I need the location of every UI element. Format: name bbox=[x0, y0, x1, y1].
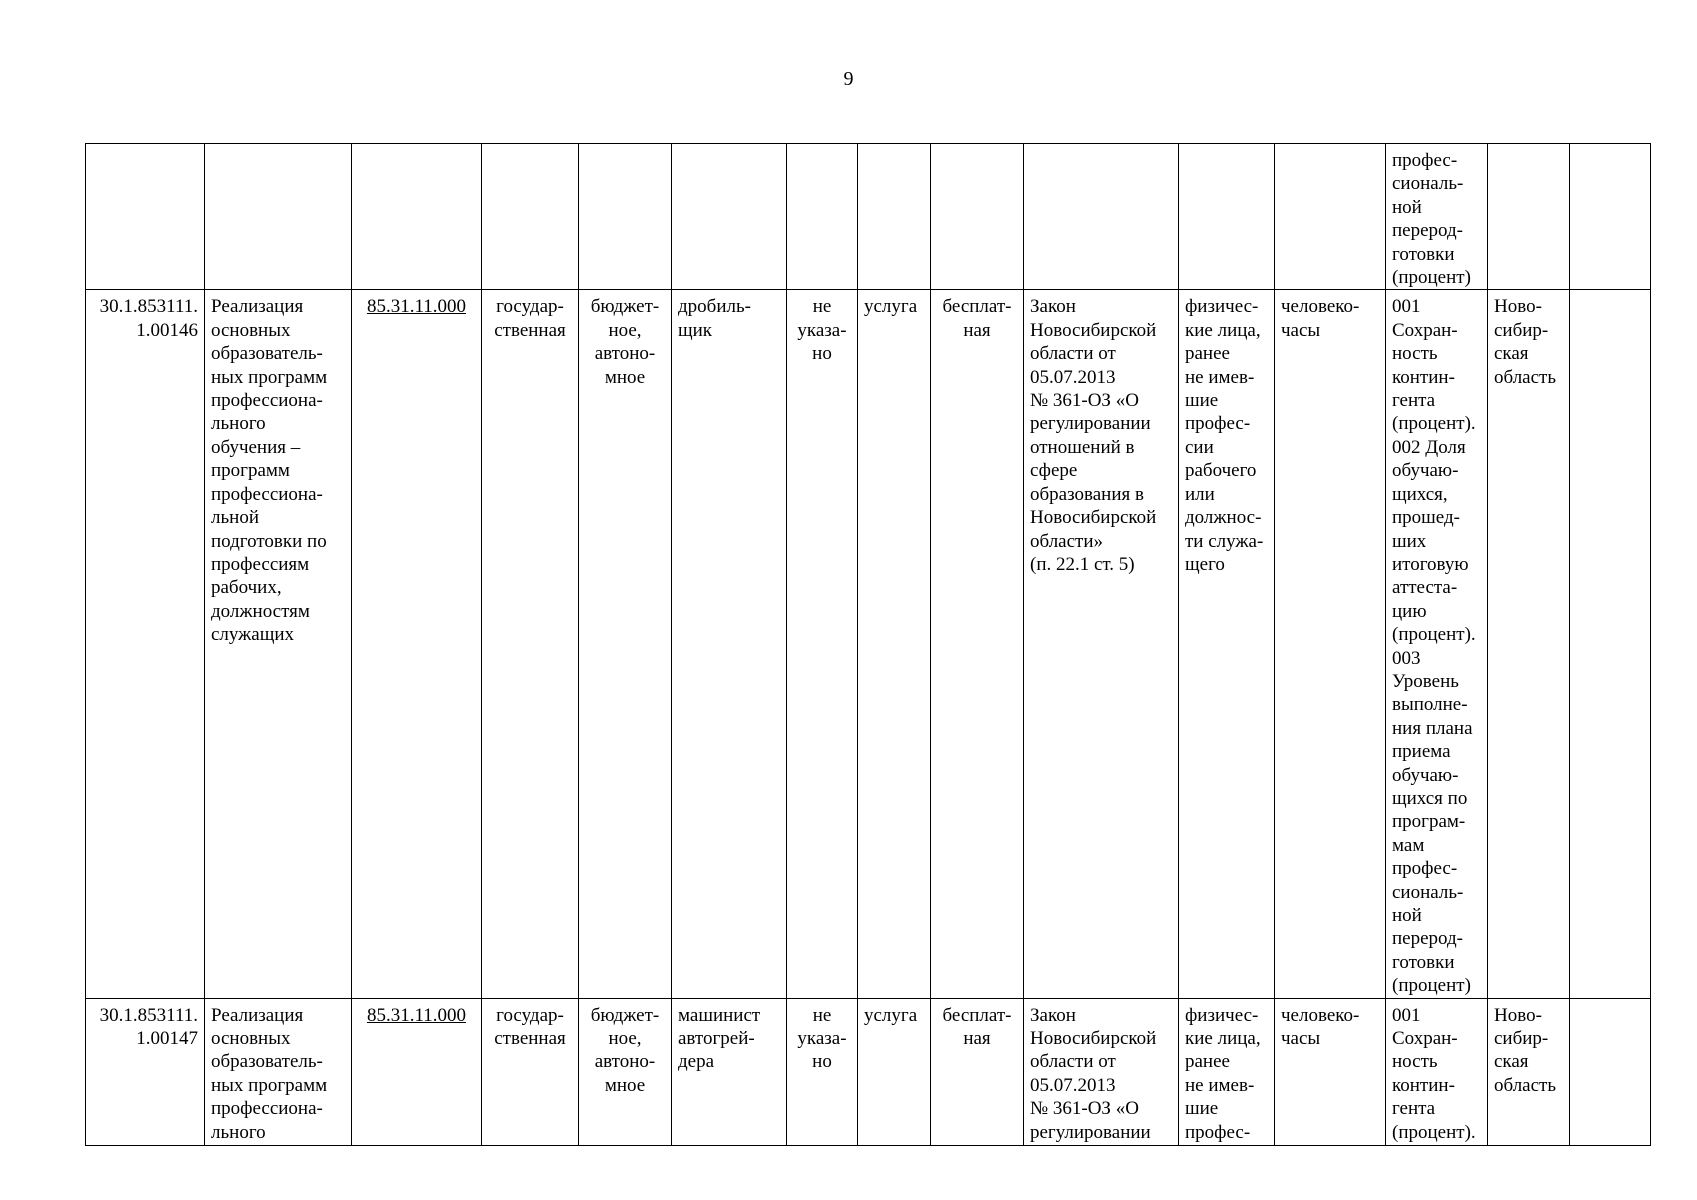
cell-legal-basis: Закон Новосибирской области от 05.07.2013 № 361-ОЗ «О регулировании отношений в сфере образования в Новосибирской области» (п. 22.1 ст. 5) bbox=[1024, 290, 1179, 998]
cell-volume-unit: человеко- часы bbox=[1275, 290, 1386, 998]
okpd-code-link: 85.31.11.000 bbox=[366, 1004, 467, 1026]
cell-volume-unit: человеко- часы bbox=[1275, 998, 1386, 1145]
okpd-code-link: 85.31.11.000 bbox=[366, 296, 467, 318]
cell-institution-type bbox=[482, 144, 579, 290]
cell-registry-number: 30.1.853111. 1.00146 bbox=[86, 290, 205, 998]
cell-institution-kind: бюджет- ное, автоно- мное bbox=[579, 998, 672, 1145]
cell-registry-number bbox=[86, 144, 205, 290]
cell-notes bbox=[1570, 290, 1651, 998]
cell-volume-unit bbox=[1275, 144, 1386, 290]
cell-territory: Ново- сибир- ская область bbox=[1488, 998, 1570, 1145]
cell-institution-type: государ- ственная bbox=[482, 290, 579, 998]
cell-specified: не указа- но bbox=[787, 998, 858, 1145]
cell-okpd-code bbox=[352, 144, 482, 290]
cell-institution-kind: бюджет- ное, автоно- мное bbox=[579, 290, 672, 998]
cell-specified bbox=[787, 144, 858, 290]
cell-payment bbox=[931, 144, 1024, 290]
cell-legal-basis: Закон Новосибирской области от 05.07.2013 № 361-ОЗ «О регулировании bbox=[1024, 998, 1179, 1145]
registry-table bbox=[85, 143, 1651, 1146]
cell-institution-type: государ- ственная bbox=[482, 998, 579, 1145]
cell-service-name: Реализация основных образователь- ных программ профессиона- льного обучения – программ профессиона- льной подготовки по профессиям рабочих, должностям служащих bbox=[205, 290, 352, 998]
cell-legal-basis bbox=[1024, 144, 1179, 290]
cell-consumers: физичес- кие лица, ранее не имев- шие профес- bbox=[1179, 998, 1275, 1145]
cell-okpd-code bbox=[352, 998, 482, 1145]
cell-quality-indicators: 001 Сохран- ность контин- гента (процент). bbox=[1386, 998, 1488, 1145]
cell-territory bbox=[1488, 144, 1570, 290]
table-row bbox=[86, 144, 1651, 290]
cell-service-name: Реализация основных образователь- ных программ профессиона- льного bbox=[205, 998, 352, 1145]
cell-specified: не указа- но bbox=[787, 290, 858, 998]
cell-consumers: физичес- кие лица, ранее не имев- шие профес- сии рабочего или должнос- ти служа- щего bbox=[1179, 290, 1275, 998]
cell-profession: машинист автогрей- дера bbox=[672, 998, 787, 1145]
cell-quality-indicators: профес- сиональ- ной переpод- готовки (процент) bbox=[1386, 144, 1488, 290]
cell-payment: бесплат- ная bbox=[931, 998, 1024, 1145]
cell-profession bbox=[672, 144, 787, 290]
cell-consumers bbox=[1179, 144, 1275, 290]
cell-territory: Ново- сибир- ская область bbox=[1488, 290, 1570, 998]
cell-institution-kind bbox=[579, 144, 672, 290]
cell-type: услуга bbox=[858, 290, 931, 998]
cell-type: услуга bbox=[858, 998, 931, 1145]
page-number: 9 bbox=[843, 68, 854, 90]
cell-notes bbox=[1570, 998, 1651, 1145]
cell-notes bbox=[1570, 144, 1651, 290]
table-row bbox=[86, 290, 1651, 998]
cell-profession: дробиль- щик bbox=[672, 290, 787, 998]
cell-type bbox=[858, 144, 931, 290]
cell-service-name bbox=[205, 144, 352, 290]
cell-okpd-code bbox=[352, 290, 482, 998]
table-row bbox=[86, 998, 1651, 1145]
cell-quality-indicators: 001 Сохран- ность контин- гента (процент). 002 Доля обучаю- щихся, прошед- ших итоговую аттеста- цию (процент). 003 Уровень выполне- ния плана приема обучаю- щихся по програм- мам профес- сиональ- ной переpод- готовки (процент) bbox=[1386, 290, 1488, 998]
cell-registry-number: 30.1.853111. 1.00147 bbox=[86, 998, 205, 1145]
cell-payment: бесплат- ная bbox=[931, 290, 1024, 998]
